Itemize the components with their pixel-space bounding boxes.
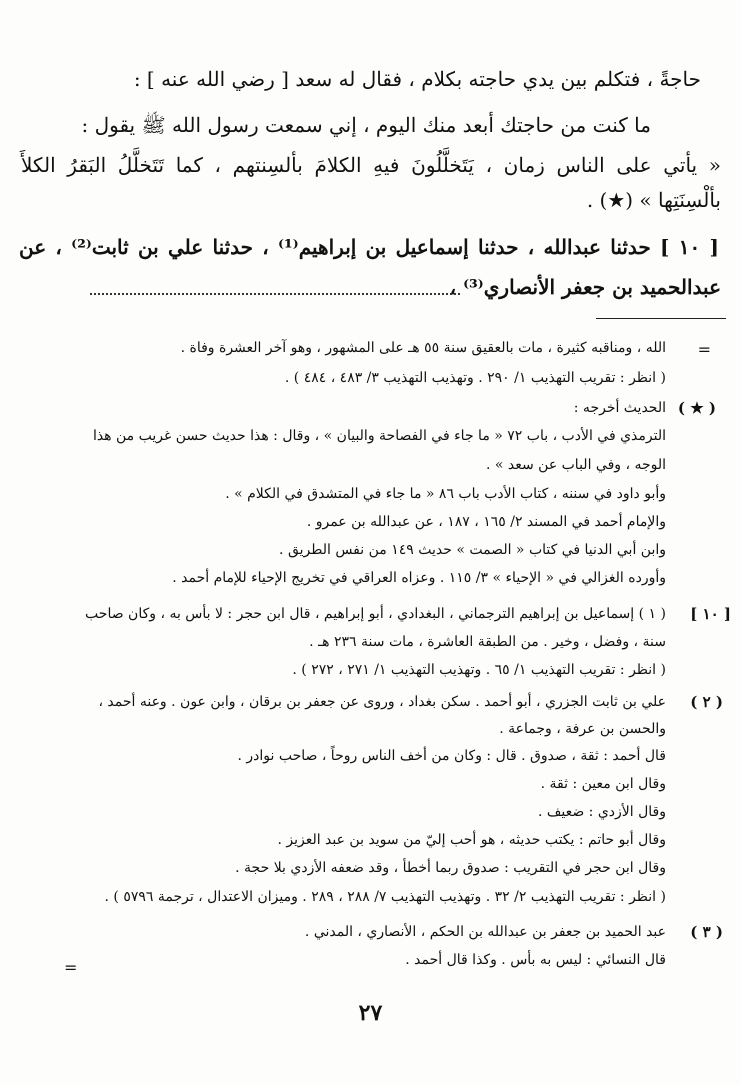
continuation-mark: = [697,340,711,359]
main-text-line-3: « يأتي على الناس زمان ، يَتَخلَّلُونَ فيهِ الكلامَ بألسِنتهم ، كما تَتَخلَّلُ البَقرُ الكلأَ [21,153,721,177]
footnote-star-line-1: الحديث أخرجه : [573,400,666,416]
footnote-star-line-6: وابن أبي الدنيا في كتاب « الصمت » حديث ١٤٩ من نفس الطريق . [279,542,666,558]
footnote-2-line-8: ( انظر : تقريب التهذيب ٢/ ٣٢ . وتهذيب التهذيب ٧/ ٢٨٨ ، ٢٨٩ . وميزان الاعتدال ، ترجمة ٥٧٩٦ ) . [104,889,666,905]
main-text-line-6: عبدالحميد بن جعفر الأنصاري⁽³⁾ ، [449,275,721,299]
footnote-star-line-2: الترمذي في الأدب ، باب ٧٢ « ما جاء في الفصاحة والبيان » ، وقال : هذا حديث حسن غريب من هذا [92,428,666,444]
footnote-2-mark: ( ٢ ) [690,693,723,711]
dotted-leader [90,292,460,295]
footnote-separator [596,318,726,319]
footnote-star-mark: ( ★ ) [677,399,716,417]
footnote-cont-line-1: الله ، ومناقبه كثيرة ، مات بالعقيق سنة ٥٥ هـ على المشهور ، وهو آخر العشرة وفاة . [180,340,666,356]
footnote-2-line-2: والحسن بن عرفة ، وجماعة . [499,721,666,737]
main-text-line-5: [ ١٠ ] حدثنا عبدالله ، حدثنا إسماعيل بن إبراهيم⁽¹⁾ ، حدثنا علي بن ثابت⁽²⁾ ، عن [19,235,719,259]
footnote-10-line-3: ( انظر : تقريب التهذيب ١/ ٦٥ . وتهذيب التهذيب ١/ ٢٧١ ، ٢٧٢ ) . [292,662,666,678]
footnote-3-mark: ( ٣ ) [690,923,723,941]
footnote-star-line-3: الوجه ، وفي الباب عن سعد » . [485,457,666,473]
footnote-cont-line-2: ( انظر : تقريب التهذيب ١/ ٢٩٠ . وتهذيب التهذيب ٣/ ٤٨٣ ، ٤٨٤ ) . [284,370,666,386]
continuation-mark-bottom: = [64,958,78,977]
main-text-line-2: ما كنت من حاجتك أبعد منك اليوم ، إني سمعت رسول الله ﷺ يقول : [81,113,651,137]
footnote-2-line-4: وقال ابن معين : ثقة . [540,776,666,792]
main-text-line-1: حاجةً ، فتكلم بين يدي حاجته بكلام ، فقال له سعد [ رضي الله عنه ] : [133,67,701,91]
footnote-10-mark: [ ١٠ ] [690,605,731,623]
footnote-10-line-2: سنة ، وفضل ، وخير . من الطبقة العاشرة ، مات سنة ٢٣٦ هـ . [309,634,666,650]
footnote-2-line-7: وقال ابن حجر في التقريب : صدوق ربما أخطأ ، وقد ضعفه الأزدي بلا حجة . [235,860,666,876]
footnote-3-line-1: عبد الحميد بن جعفر بن عبدالله بن الحكم ، الأنصاري ، المدني . [304,924,666,940]
footnote-2-line-5: وقال الأزدي : ضعيف . [537,804,666,820]
main-text-line-4: بألْسِنَتِها » (★) . [586,188,721,212]
page-number: ٢٧ [358,1000,383,1026]
footnote-star-line-5: والإمام أحمد في المسند ٢/ ١٦٥ ، ١٨٧ ، عن عبدالله بن عمرو . [306,514,666,530]
footnote-3-line-2: قال النسائي : ليس به بأس . وكذا قال أحمد . [405,952,666,968]
footnote-star-line-4: وأبو داود في سننه ، كتاب الأدب باب ٨٦ « ما جاء في المتشدق في الكلام » . [225,486,666,502]
footnote-2-line-1: علي بن ثابت الجزري ، أبو أحمد . سكن بغداد ، وروى عن جعفر بن برقان ، وابن عون . وعنه أحمد ، [98,694,666,710]
footnote-star-line-7: وأورده الغزالي في « الإحياء » ٣/ ١١٥ . وعزاه العراقي في تخريج الإحياء للإمام أحمد . [172,570,666,586]
footnote-2-line-3: قال أحمد : ثقة ، صدوق . قال : وكان من أخف الناس روحاً ، صاحب نوادر . [237,748,666,764]
footnote-10-line-1: ( ١ ) إسماعيل بن إبراهيم الترجماني ، البغدادي ، أبو إبراهيم ، قال ابن حجر : لا بأس به ، وكان صاحب [85,606,666,622]
footnote-2-line-6: وقال أبو حاتم : يكتب حديثه ، هو أحب إليّ من سويد بن عبد العزيز . [277,832,666,848]
